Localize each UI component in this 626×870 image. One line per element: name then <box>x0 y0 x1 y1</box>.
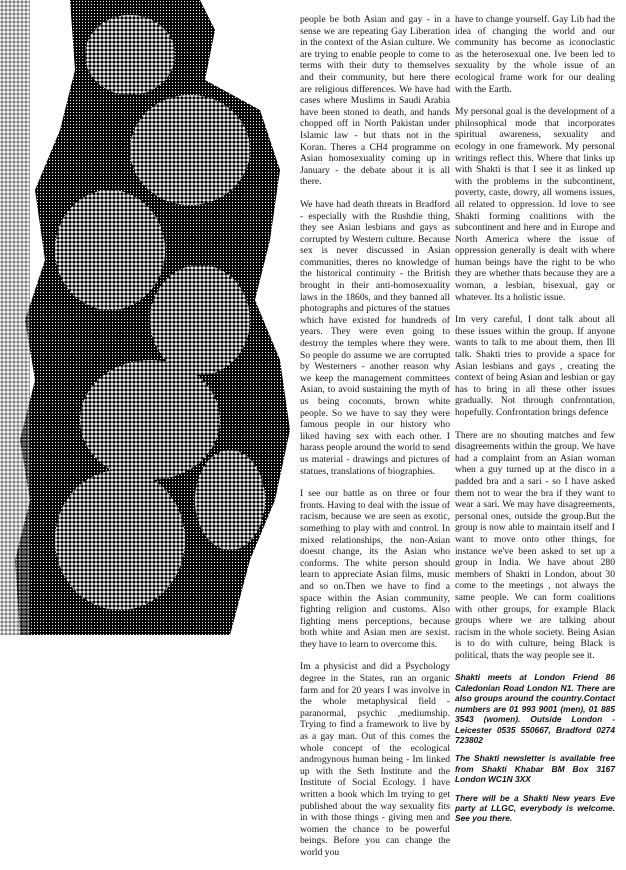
info-box <box>455 672 615 823</box>
article-paragraph: have to change yourself. Gay Lib had the idea of changing the world and our community has become as iconoclastic as the heterosexual one. Ive been led to sexuality by the whole issue of an ecological frame work for our dealing with the Earth. <box>455 14 615 95</box>
article-paragraph: I see our battle as on three or four fronts. Having to deal with the issue of racism, because we are seen as exotic, something to play with and control. In mixed relationships, the non-Asian doesnt change, its the Asian who conforms. The white person should learn to appreciate Asian films, music and so on.Then we have to find a space within the Asian community, fighting religion and customs. Also fighting mens perceptions, because both white and Asian men are sexist. they have to learn to overcome this. <box>300 488 450 650</box>
sculpture-halftone-image <box>0 0 296 635</box>
sculpture-photo <box>0 0 296 635</box>
meeting-info: Shakti meets at London Friend 86 Caledonian Road London N1. There are also groups around the country.Contact numbers are 01 993 9001 (men), 01 885 3543 (women). Outside London - Leicester 0535 550667, Bradford 0274 723802 <box>455 672 615 745</box>
party-info: There will be a Shakti New years Eve party at LLGC, everybody is welcome. See you there. <box>455 792 615 824</box>
newsletter-info: The Shakti newsletter is available free from Shakti Khabar BM Box 3167 London WC1N 3XX <box>455 753 615 785</box>
article-paragraph: people be both Asian and gay - in a sense we are repeating Gay Liberation in the context of the Asian culture. We are trying to enable people to come to terms with their duty to themselves and their community, but here there are religious differences. We have had cases where Muslims in Saudi Arabia have been stoned to death, and hands chopped off in North Pakistan under Islamic law - but thats not in the Koran. Theres a CH4 programme on Asian homosexuality coming up in January - the debate about it is all there. <box>300 14 450 188</box>
article-paragraph: Im a physicist and did a Psychology degree in the States, ran an organic farm and for 20 years I was involve in the whole metaphysical field - paranormal, psychic ,mediumship. Trying to find a framework to live by as a gay man. Out of this comes the whole concept of the ecological androgynous human being - Im linked up with the Seth Institute and the Institute of Social Ecology. I have written a book which Im trying to get published about the way sexuality fits in with those things - giving men and women the chance to be powerful beings. Before you can change the world you <box>300 661 450 858</box>
article-paragraph: My personal goal is the development of a philosophical mode that incorporates spiritual awareness, sexuality and ecology in one framework. My personal writings reflect this. Where that links up with Shakti is that I see it as linked up with the problems in the subcontinent, poverty, caste, dowry, all womens issues, all related to oppression. Id love to see Shakti forming coalitions with the subcontinent and here and in Europe and North America where the issue of oppression generally is dealt with where human beings have the right to be who they are whether thats because they are a woman, a lesbian, bisexual, gay or whatever. Its a holistic issue. <box>455 106 615 303</box>
article-paragraph: We have had death threats in Bradford - especially with the Rushdie thing, they see Asian lesbians and gays as corrupted by Western culture. Because sex is never discussed in Asian communities, theres no knowledge of the historical continuity - the British brought in their anti-homosexuality laws in the 1860s, and they banned all photographs and pictures of the statues which have existed for hundreds of years. They were even going to destroy the temples where they were. So people do assume we are corrupted by Westerners - another reason why we keep the management committees Asian, to avoid sustaining the myth of us being coconuts, brown white people. So we have to say they were famous people in our history who liked having sex with each other. I harass people around the world to send us material - drawings and pictures of statues, translations of biographies. <box>300 198 450 477</box>
article-column-2 <box>455 14 615 832</box>
article-column-1 <box>300 14 450 870</box>
article-paragraph: There are no shouting matches and few disagreements within the group. We have had a complaint from an Asian woman when a guy turned up at the disco in a padded bra and a sari - so I have asked them not to wear the bra if they want to wear a sari. We may have disagreements, personal ones, outside the group.But the group is now able to maintain itself and I want to move onto other things, for instance we've been asked to set up a group in India. We have about 280 members of Shakti in London, about 30 come to the meetings , not always the same people. We can form coalitions with other groups, for example Black groups where we are talking about racism in the whole society. Being Asian is to do with culture, being Black is political, thats the way people see it. <box>455 429 615 661</box>
article-paragraph: Im very careful, I dont talk about all these issues within the group. If anyone wants to talk to me about them, then Ill talk. Shakti tries to provide a space for Asian lesbians and gays , creating the context of being Asian and lesbian or gay has to bring in all these other issues gradually. Not through confrontation, hopefully. Confrontation brings defence <box>455 314 615 418</box>
